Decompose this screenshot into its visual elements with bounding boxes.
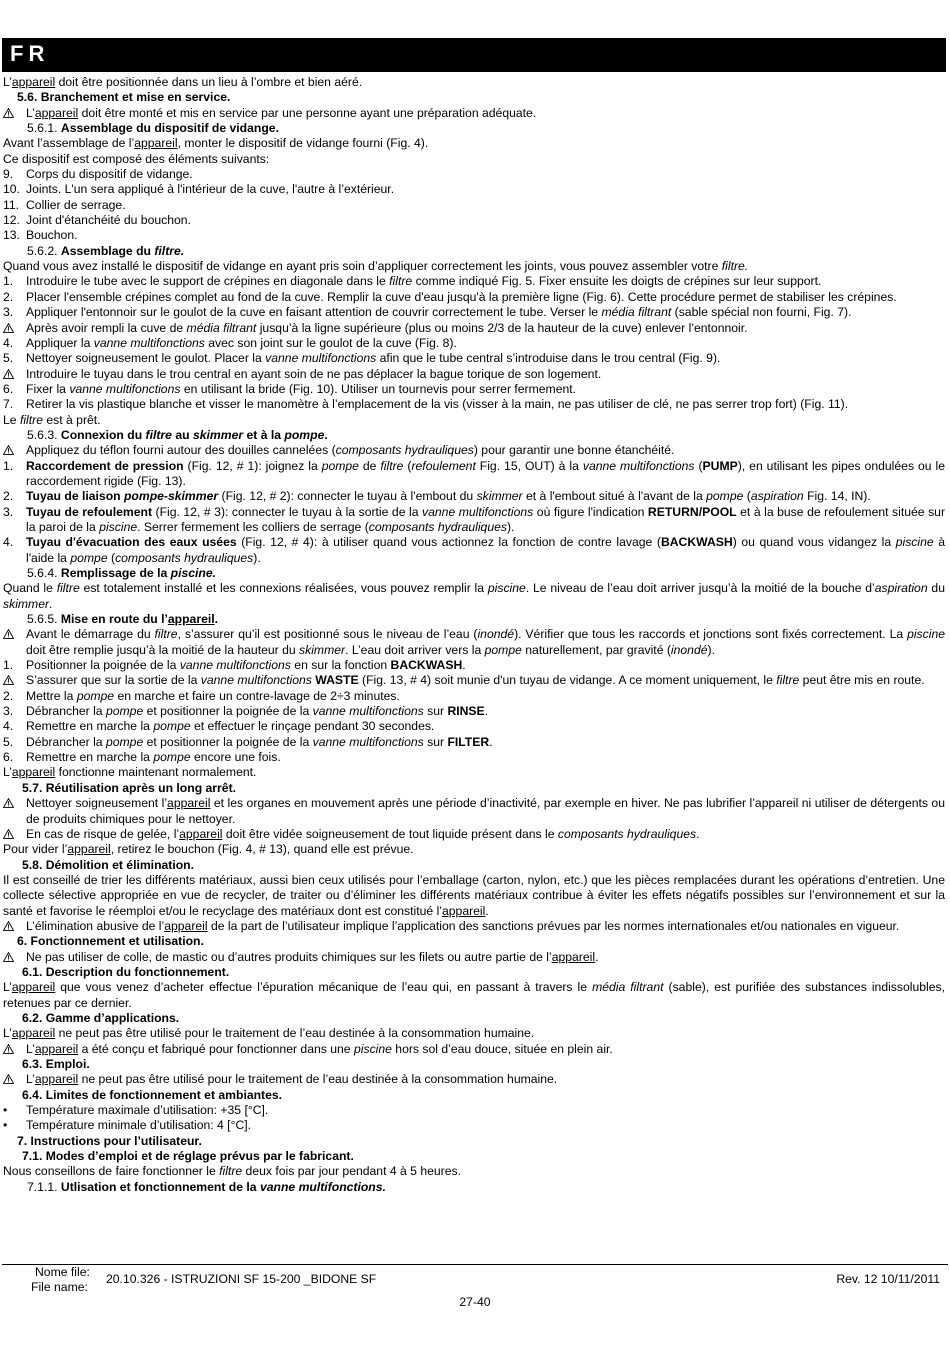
- item-text: Corps du dispositif de vidange.: [26, 167, 193, 182]
- numbered-item: [3, 535, 945, 566]
- item-number: 1.: [3, 658, 14, 673]
- numbered-item: [3, 735, 945, 750]
- item-text: Débrancher la pompe et positionner la poignée de la vanne multifonctions sur RINSE.: [26, 704, 489, 719]
- item-number: 5.: [3, 351, 14, 366]
- item-number: 2.: [3, 289, 14, 304]
- item-text: Joints. L'un sera appliqué à l'intérieur de la cuve, l'autre à l’extérieur.: [26, 182, 395, 197]
- item-number: 1.: [3, 274, 14, 289]
- warning-item: [3, 106, 945, 121]
- item-number: 4.: [3, 719, 14, 734]
- section-heading: 6. Fonctionnement et utilisation.: [17, 934, 204, 949]
- warning-triangle-icon: [3, 367, 26, 382]
- warning-text: L’appareil ne peut pas être utilisé pour le traitement de l’eau destinée à la consommation humaine.: [26, 1072, 558, 1087]
- section-heading: 5.6.1. Assemblage du dispositif de vidange.: [27, 121, 279, 136]
- item-number: 3.: [3, 504, 14, 519]
- warning-item: [3, 1042, 945, 1057]
- numbered-item: [3, 336, 945, 351]
- paragraph-line: Il est conseillé de trier les différents matériaux, aussi bien ceux utilisés pour l’emballage (carton, nylon, etc.) que les pièces remplacées durant les opérations d’entretien. Une collecte sélective appropriée en vue de recycler, de traiter ou d’éliminer les différents matériaux contribue à éviter les effets négatifs possibles sur l’environnement et sur la santé et favorise le réemploi et/ou le recyclage des matériaux dont est constitué l’appareil.: [3, 872, 945, 918]
- paragraph-line: Ce dispositif est composé des éléments suivants:: [3, 151, 270, 166]
- item-number: 11.: [3, 197, 20, 212]
- item-text: Fixer la vanne multifonctions en utilisant la bride (Fig. 10). Utiliser un tournevis pour serrer fermement.: [26, 381, 577, 396]
- item-text: Collier de serrage.: [26, 197, 126, 212]
- numbered-item: [3, 351, 945, 366]
- section-heading: 7.1. Modes d’emploi et de réglage prévus par le fabricant.: [22, 1149, 354, 1164]
- item-number: 4.: [3, 335, 14, 350]
- page-number: 27-40: [459, 1295, 491, 1309]
- paragraph-line: Nous conseillons de faire fonctionner le filtre deux fois par jour pendant 4 à 5 heures.: [3, 1164, 462, 1179]
- numbered-item: [3, 505, 945, 536]
- warning-item: [3, 796, 945, 827]
- item-number: 7.: [3, 397, 14, 412]
- item-number: 5.: [3, 734, 14, 749]
- paragraph-line: Quand le filtre est totalement installé et les connexions réalisées, vous pouvez remplir la piscine. Le niveau de l’eau doit arriver jusqu’à la moitié de la bouche d’aspiration du skimmer.: [3, 581, 945, 611]
- numbered-item: [3, 274, 945, 289]
- footer-filename: 20.10.326 - ISTRUZIONI SF 15-200 _BIDONE SF: [106, 1272, 377, 1286]
- section-heading: 6.2. Gamme d’applications.: [22, 1010, 180, 1025]
- item-number: 3.: [3, 704, 14, 719]
- warning-item: [3, 827, 945, 842]
- warning-triangle-icon: [3, 1042, 26, 1057]
- item-number: 4.: [3, 535, 14, 550]
- numbered-item: [3, 704, 945, 719]
- section-heading: 6.4. Limites de fonctionnement et ambiantes.: [22, 1087, 283, 1102]
- bullet-icon: •: [3, 1103, 8, 1118]
- item-number: 2.: [3, 489, 14, 504]
- section-heading: 5.8. Démolition et élimination.: [22, 857, 195, 872]
- warning-text: Avant le démarrage du filtre, s’assurer qu’il est positionné sous le niveau de l’eau (inondé). Vérifier que tous les raccords et jonctions sont fixés correctement. La piscine doit être remplie jusqu’à la moitié de la hauteur du skimmer. L’eau doit arriver vers la pompe naturellement, par gravité (inondé).: [26, 627, 945, 657]
- item-text: Tuyau de refoulement (Fig. 12, # 3): connecter le tuyau à la sortie de la vanne multifonctions où figure l'indication RETURN/POOL et à la buse de refoulement située sur la paroi de la piscine. Serrer fermement les colliers de serrage (composants hydrauliques).: [26, 504, 946, 534]
- warning-text: Appliquez du téflon fourni autour des douilles cannelées (composants hydrauliques) pour garantir une bonne étanchéité.: [26, 443, 675, 458]
- section-heading: 7. Instructions pour l’utilisateur.: [17, 1133, 202, 1148]
- warning-triangle-icon: [3, 443, 26, 458]
- item-text: Appliquer la vanne multifonctions avec son joint sur le goulot de la cuve (Fig. 8).: [26, 335, 457, 350]
- item-number: 13.: [3, 228, 20, 243]
- warning-text: En cas de risque de gelée, l’appareil doit être vidée soigneusement de tout liquide présent dans le composants hydrauliques.: [26, 826, 700, 841]
- warning-item: [3, 443, 945, 458]
- paragraph-line: Avant l’assemblage de l’appareil, monter le dispositif de vidange fourni (Fig. 4).: [3, 136, 429, 151]
- warning-item: [3, 673, 945, 688]
- warning-text: Ne pas utiliser de colle, de mastic ou d’autres produits chimiques sur les filets ou autre partie de l’appareil.: [26, 949, 599, 964]
- numbered-item: [3, 290, 945, 305]
- warning-item: [3, 321, 945, 336]
- numbered-item: [3, 382, 945, 397]
- warning-text: Nettoyer soigneusement l’appareil et les organes en mouvement après une période d’inactivité, par exemple en hiver. Ne pas lubrifier l’appareil ni utiliser de détergents ou de produits chimiques pour le nettoyer.: [26, 796, 945, 826]
- numbered-item: [3, 305, 945, 320]
- numbered-item: [3, 198, 945, 213]
- numbered-item: [3, 459, 945, 490]
- section-heading: 5.6.4. Remplissage de la piscine.: [27, 566, 217, 580]
- warning-item: [3, 627, 945, 658]
- numbered-item: [3, 489, 945, 504]
- item-number: 10.: [3, 182, 20, 197]
- footer-revision: Rev. 12 10/11/2011: [836, 1272, 940, 1286]
- section-heading: 6.1. Description du fonctionnement.: [22, 964, 230, 979]
- footer-label-file-name: File name:: [31, 1280, 88, 1294]
- numbered-item: [3, 719, 945, 734]
- warning-text: S’assurer que sur la sortie de la vanne multifonctions WASTE (Fig. 13, # 4) soit munie d'un tuyau de vidange. A ce moment uniquement, le filtre peut être mis en route.: [26, 673, 925, 688]
- numbered-item: [3, 689, 945, 704]
- paragraph-line: Quand vous avez installé le dispositif de vidange en ayant pris soin d’appliquer correctement les joints, vous pouvez assembler votre filtre.: [3, 259, 749, 274]
- section-heading: 5.6.2. Assemblage du filtre.: [27, 243, 185, 258]
- item-text: Bouchon.: [26, 228, 78, 243]
- item-text: Débrancher la pompe et positionner la poignée de la vanne multifonctions sur FILTER.: [26, 734, 493, 749]
- warning-triangle-icon: [3, 627, 26, 642]
- bullet-text: Température maximale d’utilisation: +35 [°C].: [26, 1103, 269, 1118]
- warning-text: L’élimination abusive de l’appareil de la part de l’utilisateur implique l’application des sanctions prévues par les normes internationales et/ou nationales en vigueur.: [26, 918, 900, 933]
- item-text: Positionner la poignée de la vanne multifonctions en sur la fonction BACKWASH.: [26, 658, 466, 673]
- numbered-item: [3, 228, 945, 243]
- warning-text: L’appareil a été conçu et fabriqué pour fonctionner dans une piscine hors sol d’eau douce, située en plein air.: [26, 1041, 613, 1056]
- section-heading: 5.6.3. Connexion du filtre au skimmer et à la pompe.: [27, 427, 328, 442]
- numbered-item: [3, 213, 945, 228]
- item-number: 1.: [3, 458, 14, 473]
- item-number: 6.: [3, 750, 14, 765]
- item-text: Remettre en marche la pompe encore une fois.: [26, 750, 281, 765]
- bullet-item: [3, 1103, 945, 1118]
- item-number: 6.: [3, 381, 14, 396]
- item-text: Tuyau de liaison pompe-skimmer (Fig. 12, # 2): connecter le tuyau à l'embout du skimmer et à l'embout situé à l'avant de la pompe (aspiration Fig. 14, IN).: [26, 489, 871, 504]
- warning-text: Après avoir rempli la cuve de média filtrant jusqu’à la ligne supérieure (plus ou moins 2/3 de la hauteur de la cuve) enlever l’entonnoir.: [26, 320, 748, 335]
- section-heading: 5.6.5. Mise en route du l’appareil.: [27, 612, 219, 627]
- numbered-item: [3, 658, 945, 673]
- paragraph-line: L’appareil ne peut pas être utilisé pour le traitement de l’eau destinée à la consommation humaine.: [3, 1026, 535, 1041]
- language-header-bar: [2, 38, 946, 72]
- item-number: 3.: [3, 305, 14, 320]
- item-text: Tuyau d'évacuation des eaux usées (Fig. 12, # 4): à utiliser quand vous actionnez la fonction de contre lavage (BACKWASH) ou quand vous vidangez la piscine à l'aide la pompe (composants hydrauliques).: [26, 535, 945, 565]
- item-number: 9.: [3, 167, 14, 182]
- item-text: Mettre la pompe en marche et faire un contre-lavage de 2÷3 minutes.: [26, 688, 400, 703]
- warning-triangle-icon: [3, 950, 26, 965]
- footer-label-nome-file: Nome file:: [35, 1265, 90, 1279]
- section-heading: 5.7. Réutilisation après un long arrêt.: [22, 780, 237, 795]
- warning-triangle-icon: [3, 1072, 26, 1087]
- document-body: [3, 75, 945, 1195]
- bullet-text: Température minimale d’utilisation: 4 [°C].: [26, 1118, 252, 1133]
- warning-item: [3, 1072, 945, 1087]
- item-text: Raccordement de pression (Fig. 12, # 1): joignez la pompe de filtre (refoulement Fig. 15, OUT) à la vanne multifonctions (PUMP), en utilisant les pipes ondulées ou le raccordement rigide (Fig. 13).: [26, 458, 945, 488]
- item-text: Placer l'ensemble crépines complet au fond de la cuve. Remplir la cuve d'eau jusqu'à la première ligne (Fig. 6). Cette procédure permet de stabiliser les crépines.: [26, 289, 897, 304]
- item-text: Remettre en marche la pompe et effectuer le rinçage pendant 30 secondes.: [26, 719, 435, 734]
- paragraph-line: Pour vider l’appareil, retirez le bouchon (Fig. 4, # 13), quand elle est prévue.: [3, 842, 414, 857]
- warning-text: Introduire le tuyau dans le trou central en ayant soin de ne pas déplacer la bague torique de son logement.: [26, 366, 602, 381]
- numbered-item: [3, 750, 945, 765]
- item-number: 2.: [3, 688, 14, 703]
- numbered-item: [3, 397, 945, 412]
- footer-divider: [2, 1264, 948, 1265]
- item-text: Retirer la vis plastique blanche et visser le manomètre à l’emplacement de la vis (visser à la main, ne pas utiliser de clé, ne pas serrer trop fort) (Fig. 11).: [26, 397, 849, 412]
- warning-triangle-icon: [3, 321, 26, 336]
- numbered-item: [3, 182, 945, 197]
- warning-triangle-icon: [3, 673, 26, 688]
- warning-text: L’appareil doit être monté et mis en service par une personne ayant une préparation adéquate.: [26, 105, 537, 120]
- paragraph-line: Le filtre est à prêt.: [3, 412, 101, 427]
- paragraph-line: L’appareil que vous venez d’acheter effectue l’épuration mécanique de l’eau qui, en passant à travers le média filtrant (sable), est purifiée des substances indissolubles, retenues par ce dernier.: [3, 980, 945, 1010]
- language-code: FR: [10, 41, 50, 66]
- warning-item: [3, 919, 945, 934]
- warning-triangle-icon: [3, 106, 26, 121]
- numbered-item: [3, 167, 945, 182]
- warning-triangle-icon: [3, 827, 26, 842]
- section-heading: 6.3. Emploi.: [22, 1057, 90, 1071]
- paragraph-line: L’appareil doit être positionnée dans un lieu à l’ombre et bien aéré.: [3, 75, 363, 89]
- paragraph-line: L’appareil fonctionne maintenant normalement.: [3, 765, 257, 780]
- bullet-item: [3, 1118, 945, 1133]
- bullet-icon: •: [3, 1118, 8, 1133]
- item-text: Appliquer l'entonnoir sur le goulot de la cuve en faisant attention de couvrir correctement le tube. Verser le média filtrant (sable spécial non fourni, Fig. 7).: [26, 305, 852, 320]
- section-heading: 7.1.1. Utlisation et fonctionnement de la vanne multifonctions.: [27, 1179, 386, 1194]
- warning-item: [3, 367, 945, 382]
- item-text: Nettoyer soigneusement le goulot. Placer la vanne multifonctions afin que le tube central s’introduise dans le trou central (Fig. 9).: [26, 351, 721, 366]
- section-heading: 5.6. Branchement et mise en service.: [17, 90, 231, 105]
- warning-item: [3, 950, 945, 965]
- item-number: 12.: [3, 213, 20, 228]
- item-text: Introduire le tube avec le support de crépines en diagonale dans le filtre comme indiqué Fig. 5. Fixer ensuite les doigts de crépines sur leur support.: [26, 274, 822, 289]
- warning-triangle-icon: [3, 919, 26, 934]
- item-text: Joint d'étanchéité du bouchon.: [26, 213, 191, 228]
- warning-triangle-icon: [3, 796, 26, 811]
